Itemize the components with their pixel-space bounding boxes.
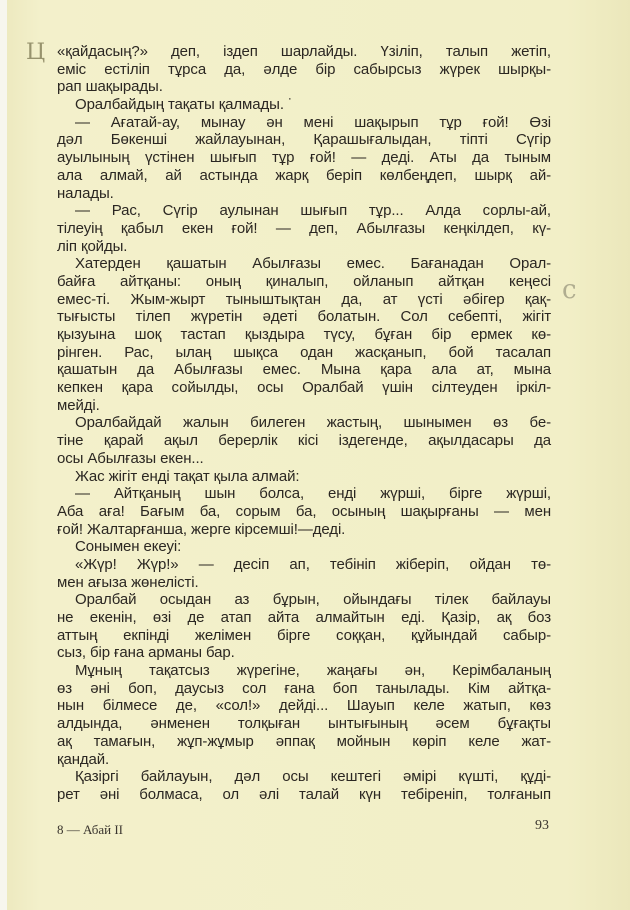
text-line: еміс естіліп тұрса да, әлде бір сабырсыз жүрек шырқы- [57,60,551,78]
text-line: байға айтқаны: оның қиналып, ойланып айтқан кеңесі [57,272,551,290]
text-line: — Рас, Сүгір аулынан шығып тұр... Алда сорлы-ай, [75,202,551,220]
text-line: Оралбайдай жалын билеген жастың, шынымен өз бе- [75,414,551,432]
text-line: қашатын да Абылғазы емес. Мына қара ала ат, мына [57,361,551,379]
text-line: нын білмесе де, «сол!» дейді... Шауып келе жатып, көз [57,697,551,715]
text-line: Аба аға! Бағым ба, сорым ба, осының шақырғаны — мен [57,502,551,520]
text-line: тілеуің қабыл екен ғой! — деп, Абылғазы кеңкілдеп, кү- [57,219,551,237]
margin-mark-left: Ц [26,40,46,65]
body-text [57,43,551,804]
text-line: не екенін, өзі де атап айта алмайтын еді. Қазір, ақ боз [57,609,551,626]
text-line: Хатерден қашатын Абылғазы емес. Бағанадан Орал- [75,255,551,273]
text-line: тіне қарай ақыл берерлік кісі іздегенде, ақылдасары да [57,432,551,450]
text-line: дәл Бөкенші жайлауынан, Қарашығалыдан, тіпті Сүгір [57,131,551,149]
text-line: кепкен қара сойылды, осы Оралбай үшін сілтеуден іркіл- [57,379,551,397]
text-line: қандай. [57,750,110,768]
page-edge [0,0,7,910]
text-line: алдында, әнменен толқыған ынтығының әсем бұғақты [57,715,551,733]
text-line: рет әні болмаса, ол әлі талай күн тебіреніп, толғанып [57,785,551,803]
text-line: аттың екпінді желімен бірге соққан, құйындай сабыр- [57,626,551,644]
text-line: мейді. [57,396,100,414]
text-line: Оралбайдың тақаты қалмады. ˙ [75,96,293,114]
text-line: Мұның тақатсыз жүрегіне, жаңағы ән, Керімбаланың [75,662,551,680]
text-line: осы Абылғазы екен... [57,449,204,467]
text-line: ақ тамағын, жұп-жұмыр әппақ мойнын көріп келе жат- [57,732,551,750]
signature-mark: 8 — Абай II [57,822,123,837]
text-line: қызуына шоқ тастап қыздыра түсу, бұған бір ермек кө- [57,326,551,343]
page-number: 93 [535,818,549,833]
text-line: сыз, бір ғана арманы бар. [57,644,235,662]
text-line: рінген. Рас, ылаң шықса одан жасқанып, бой тасалап [57,343,551,361]
text-line: ауылының үстінен шығып тұр ғой! — деді. Аты да тыным [57,149,551,167]
text-line: Қазіргі байлауын, дәл осы кештегі әмірі күшті, құді- [75,768,551,786]
text-line: — Айтқаның шын болса, енді жүрші, бірге жүрші, [75,485,551,503]
text-line: емес-ті. Жым-жырт тыныштықтан да, ат үсті әбігер қақ- [57,290,551,308]
text-line: тығысты тілеп жүретін әдеті болатын. Сол себепті, жігіт [57,308,551,326]
text-line: «Жүр! Жүр!» — десіп ап, тебініп жіберіп, ойдан тө- [75,555,551,573]
text-line: ліп қойды. [57,237,128,255]
text-line: рап шақырады. [57,78,163,96]
text-line: ала алмай, ай астында жарқ беріп көлбеңдеп, шырқ ай- [57,166,551,184]
text-line: — Ағатай-ау, мынау ән мені шақырып тұр ғой! Өзі [75,113,551,131]
text-line: ғой! Жалтарғанша, жерге кірсемші!—деді. [57,520,346,538]
text-line: Сонымен екеуі: [75,538,182,556]
text-line: өз әні боп, даусыз сол ғана боп танылады. Кім айтқа- [57,679,551,697]
text-line: «қайдасың?» деп, іздеп шарлайды. Үзіліп, талып жетіп, [57,43,551,60]
text-line: мен ағыза жөнелісті. [57,573,199,591]
text-line: налады. [57,184,114,202]
margin-mark-right: c [562,275,577,305]
text-line: Оралбай осыдан аз бұрын, ойындағы тілек байлауы [75,591,551,609]
text-line: Жас жігіт енді тақат қыла алмай: [75,467,300,485]
